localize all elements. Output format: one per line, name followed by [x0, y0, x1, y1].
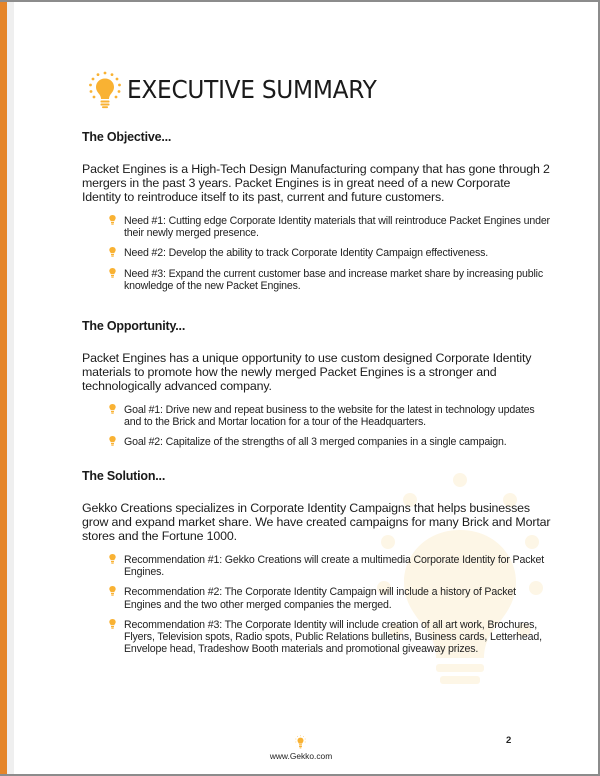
lightbulb-bullet-icon [109, 619, 116, 629]
section-solution [82, 468, 552, 656]
section-objective [82, 129, 552, 292]
list-item [82, 215, 552, 240]
section-heading: The Objective... [82, 130, 172, 144]
bullet-text: Need #2: Develop the ability to track Corporate Identity Campaign effectiveness. [124, 247, 489, 260]
bullet-text: Recommendation #2: The Corporate Identity Campaign will include a history of Packet Engines and the two other merged companies the merged. [124, 586, 516, 611]
lightbulb-bullet-icon [109, 436, 116, 446]
section-paragraph: Gekko Creations specializes in Corporate Identity Campaigns that helps businesses grow and expand market share. We have created campaigns for many Brick and Mortar stores and the Fortune 1000. [82, 501, 551, 544]
lightbulb-bullet-icon [109, 247, 116, 257]
list-item [82, 619, 552, 656]
bullet-list [82, 404, 552, 449]
list-item [82, 247, 552, 259]
lightbulb-bullet-icon [109, 404, 116, 414]
lightbulb-bullet-icon [109, 215, 116, 225]
bullet-text: Goal #1: Drive new and repeat business to the website for the latest in technology updates and to the Brick and Mortar location for a tour of the Headquarters. [124, 403, 535, 428]
bullet-text: Need #1: Cutting edge Corporate Identity materials that will reintroduce Packet Engines under their newly merged presence. [124, 214, 550, 239]
list-item [82, 586, 552, 611]
bullet-text: Recommendation #3: The Corporate Identity will include creation of all art work, Brochures, Flyers, Television spots, Radio spots, Public Relations bulletins, Business cards, Letterhead, Envelope head, Tradeshow Booth materials and promotional giveaway prizes. [124, 618, 542, 656]
bullet-list [82, 215, 552, 292]
list-item [82, 554, 552, 579]
footer-lightbulb-icon [295, 735, 306, 749]
lightbulb-icon [88, 71, 122, 109]
list-item [82, 404, 552, 429]
section-heading: The Solution... [82, 469, 166, 483]
bullet-text: Recommendation #1: Gekko Creations will create a multimedia Corporate Identity for Packet Engines. [124, 553, 545, 578]
bullet-text: Goal #2: Capitalize of the strengths of all 3 merged companies in a single campaign. [124, 436, 507, 449]
page-title: EXECUTIVE SUMMARY [127, 75, 377, 104]
section-paragraph: Packet Engines is a High-Tech Design Manufacturing company that has gone through 2 mergers in the past 3 years. Packet Engines is in great need of a new Corporate Identity to reintroduce itself to its past, current and future customers. [82, 162, 550, 205]
bullet-list [82, 554, 552, 656]
section-heading: The Opportunity... [82, 319, 186, 333]
footer-website-link[interactable]: www.Gekko.com [269, 751, 333, 761]
list-item [82, 268, 552, 293]
lightbulb-bullet-icon [109, 586, 116, 596]
lightbulb-bullet-icon [109, 268, 116, 278]
section-paragraph: Packet Engines has a unique opportunity to use custom designed Corporate Identity materials to promote how the newly merged Packet Engines is a stronger and technologically advanced company. [82, 351, 532, 394]
section-opportunity [82, 318, 552, 449]
list-item [82, 436, 552, 448]
page-header [88, 70, 395, 110]
lightbulb-bullet-icon [109, 554, 116, 564]
bullet-text: Need #3: Expand the current customer base and increase market share by increasing public knowledge of the new Packet Engines. [124, 267, 544, 292]
page-number: 2 [506, 735, 512, 746]
